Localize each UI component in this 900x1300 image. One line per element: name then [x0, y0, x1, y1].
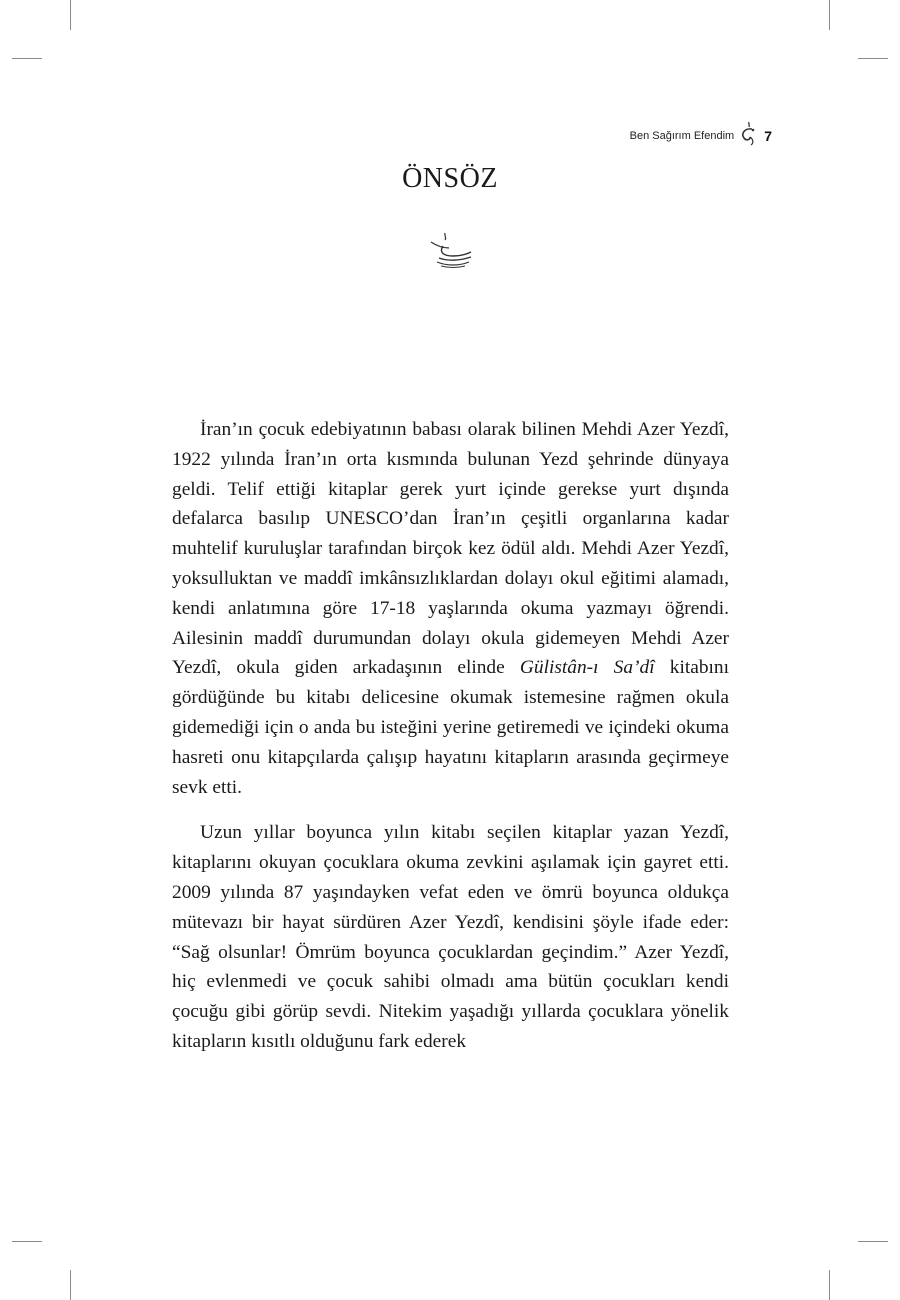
crop-mark	[12, 58, 42, 59]
dervish-ornament-icon	[425, 230, 475, 275]
paragraph-text: İran’ın çocuk edebiyatının babası olarak bilinen Mehdi Azer Yezdî, 1922 yılında İran’ın orta kısmında bulunan Yezd şehrinde dünyaya geldi. Telif ettiği kitaplar gerek yurt içinde gerekse yurt dışında defalarca basılıp UNESCO’dan İran’ın çeşitli organlarına kadar muhtelif kuruluşlar tarafından birçok kez ödül aldı. Mehdi Azer Yezdî, yoksulluktan ve maddî imkânsızlıklardan dolayı okul eğitimi alamadı, kendi anlatımına göre 17-18 yaşlarında okuma yazmayı öğrendi. Ailesinin maddî durumundan dolayı okula gidemeyen Mehdi Azer Yezdî, okula giden arkadaşının elinde	[172, 419, 729, 679]
running-header	[630, 120, 772, 151]
body-text	[172, 415, 729, 1057]
chapter-title: ÖNSÖZ	[402, 163, 498, 194]
crop-mark	[858, 58, 888, 59]
paragraph	[172, 415, 729, 802]
crop-mark	[70, 1270, 71, 1300]
paragraph: Uzun yıllar boyunca yılın kitabı seçilen kitaplar yazan Yezdî, kitaplarını okuyan çocuklara okuma zevkini aşılamak için gayret etti. 2009 yılında 87 yaşındayken vefat eden ve ömrü boyunca oldukça mütevazı bir hayat sürdüren Azer Yezdî, kendisini şöyle ifade eder: “Sağ olsunlar! Ömrüm boyunca çocuklardan geçindim.” Azer Yezdî, hiç evlenmedi ve çocuk sahibi olmadı ama bütün çocukları kendi çocuğu gibi görüp sevdi. Nitekim yaşadığı yıllarda çocuklara yönelik kitapların kısıtlı olduğunu fark ederek	[172, 822, 729, 1052]
paragraph-text: kitabını gördüğünde bu kitabı delicesine okumak istemesine rağmen okula gidemediği için o anda bu isteğini yerine getiremedi ve içindeki okuma hasreti onu kitapçılarda çalışıp hayatını kitapların arasında geçirmeye sevk etti.	[172, 657, 730, 798]
running-title: Ben Sağırım Efendim	[629, 129, 735, 142]
page-number: 7	[764, 127, 772, 144]
crop-mark	[70, 0, 71, 30]
crop-mark	[858, 1241, 888, 1242]
book-title: Gülistân-ı Sa’dî	[519, 657, 655, 679]
crop-mark	[829, 0, 830, 30]
crop-mark	[829, 1270, 830, 1300]
crop-mark	[12, 1241, 42, 1242]
dervish-ornament-icon	[738, 120, 758, 151]
